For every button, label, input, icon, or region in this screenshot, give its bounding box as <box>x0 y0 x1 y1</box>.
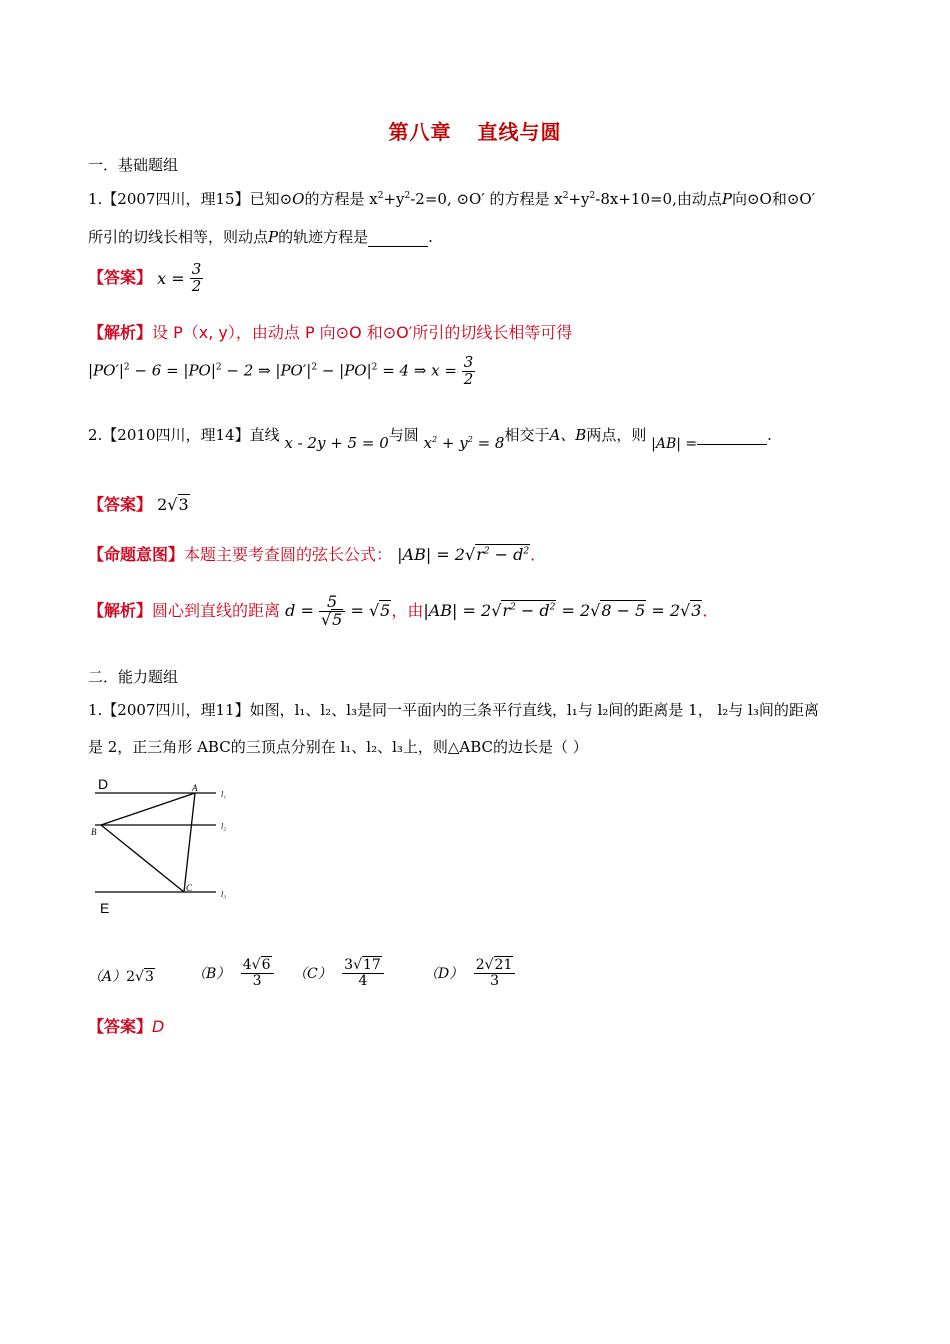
q1-line2: 所引的切线长相等，则动点P的轨迹方程是 . <box>88 228 433 246</box>
label-l1: l₁ <box>221 790 227 799</box>
label-l2: l₂ <box>221 822 227 831</box>
q3-answer: 【答案】D <box>88 1017 165 1036</box>
label-b: B <box>91 827 97 837</box>
q1-answer: 【答案】 x = $\frac{3}{2}$ <box>88 260 202 295</box>
page-title <box>0 116 950 145</box>
chapter-name: 直线与圆 <box>477 120 562 144</box>
answer-blank <box>697 430 767 445</box>
q3-line1: 1.【2007四川，理11】如图，l₁、l₂、l₃是同一平面内的三条平行直线，l₁与 l₂间的距离是 1， l₂与 l₃间的距离 <box>88 701 819 719</box>
q2-analysis: 【解析】圆心到直线的距离 d = $\frac{5}{√5}$ = √5，由$|AB| = 2√r^2 - d^2 = 2√8 - 5 = 2√3$． <box>88 592 719 629</box>
option-d[interactable]: （D） $\frac{2√21}{3}$ <box>424 958 515 988</box>
q1-line1: 1.【2007四川，理15】已知⊙O的方程是 $x^2+y^2-2=0$, ⊙O′ 的方程是 $x^2+y^2-8x+10=0$,由动点P向⊙O和⊙O′ <box>88 190 816 208</box>
q1-analysis: 【解析】设 P（x, y），由动点 P 向⊙O 和⊙O′所引的切线长相等可得 <box>88 323 573 342</box>
option-c[interactable]: （C） $\frac{3√17}{4}$ <box>293 958 384 988</box>
label-a: A <box>192 783 198 793</box>
q3-line2: 是 2，正三角形 ABC的三顶点分别在 l₁、l₂、l₃上，则△ABC的边长是（ ） <box>88 738 588 756</box>
q1-equation: $|PO'|^2 - 6 = |PO|^2 - 2$ ⇒ $|PO'|^2 - |PO|^2 = 4$ ⇒ x = $\frac{3}{2}$ <box>88 353 474 388</box>
label-c: C <box>186 883 193 893</box>
section-ability: 二．能力题组 <box>88 668 179 686</box>
section-basic: 一．基础题组 <box>88 156 179 174</box>
option-a[interactable]: （A）2√3 <box>88 969 154 985</box>
side-bc <box>101 825 184 892</box>
answer-blank <box>368 232 428 247</box>
q2-answer: 【答案】 2√3 <box>88 495 189 514</box>
chapter-number: 第八章 <box>388 120 452 144</box>
label-d: D <box>98 776 109 792</box>
triangle-figure <box>88 770 248 920</box>
side-ac <box>184 793 195 892</box>
option-b[interactable]: （B） $\frac{4√6}{3}$ <box>192 958 274 988</box>
label-l3: l₃ <box>221 890 227 899</box>
q2-line: 2.【2010四川，理14】直线 x - 2y + 5 = 0与圆 $x^2 + y^2 = 8$相交于A、B两点，则 |AB| = . <box>88 426 772 452</box>
q2-intent: 【命题意图】本题主要考查圆的弦长公式： $|AB| = 2√r^2 - d^2$． <box>88 545 547 564</box>
label-e: E <box>100 900 110 916</box>
side-ab <box>101 793 195 825</box>
